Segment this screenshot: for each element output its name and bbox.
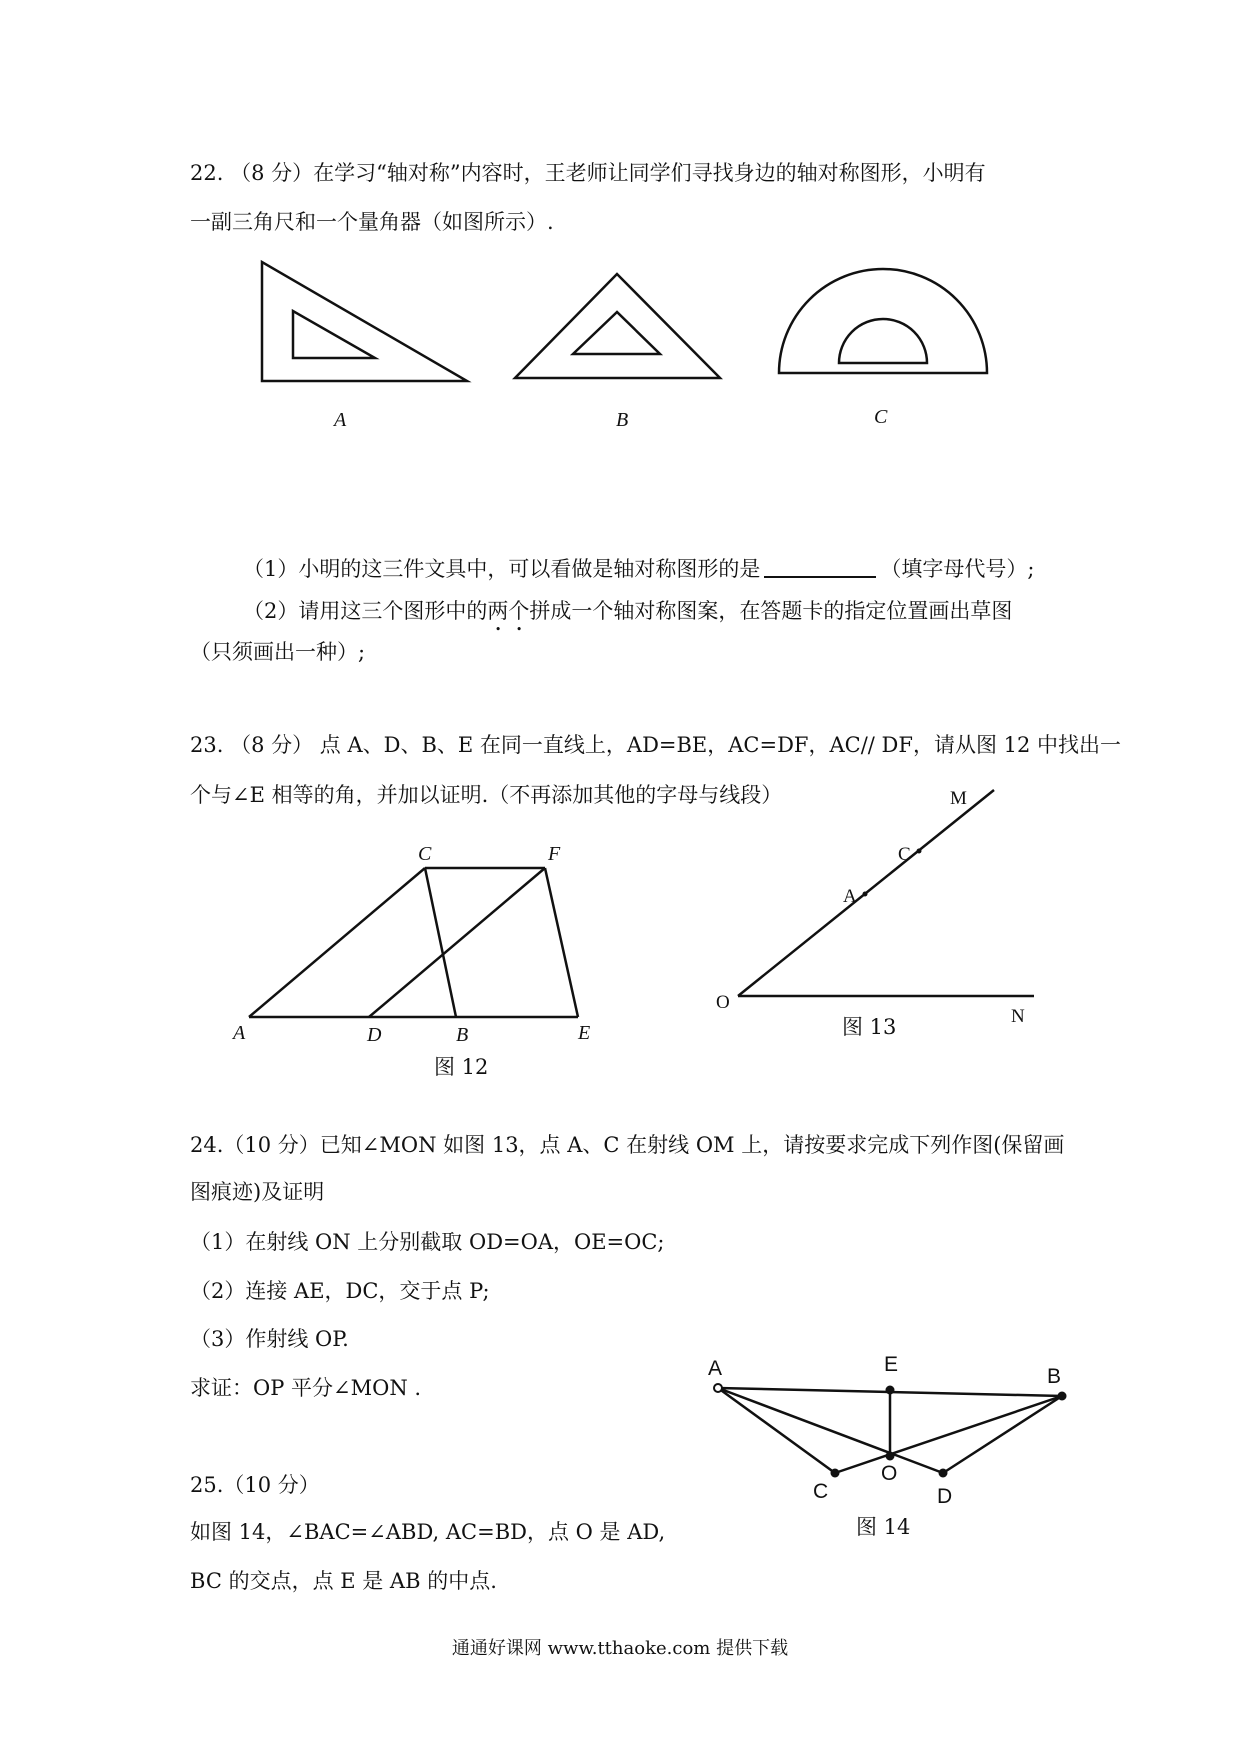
fig14-label-c: C	[813, 1480, 829, 1503]
q24-prove: 求证：OP 平分∠MON .	[190, 1376, 422, 1400]
q23-line1: 23. （8 分） 点 A、D、B、E 在同一直线上，AD=BE，AC=DF，AC// DF，请从图 12 中找出一	[190, 733, 1122, 757]
fig14-line-ad	[718, 1388, 943, 1473]
q24-line1: 24.（10 分）已知∠MON 如图 13，点 A、C 在射线 OM 上，请按要求完成下列作图(保留画	[190, 1133, 1065, 1157]
q23-line2: 个与∠E 相等的角，并加以证明.（不再添加其他的字母与线段）	[190, 783, 783, 807]
fig14-label-d: D	[937, 1485, 953, 1508]
fig12-caption: 图 12	[434, 1055, 489, 1079]
fig12-label-b: B	[456, 1024, 469, 1046]
fig14-label-a: A	[708, 1357, 723, 1380]
figure-a-label: A	[334, 409, 347, 431]
fig14-point-e	[886, 1386, 895, 1395]
q24-step3: （3）作射线 OP.	[190, 1327, 349, 1351]
fig12-label-d: D	[367, 1024, 382, 1046]
fig13-label-a: A	[843, 886, 857, 907]
fig12-label-e: E	[578, 1022, 591, 1044]
q25-line1: 25.（10 分）	[190, 1473, 320, 1497]
fig14-point-b	[1058, 1392, 1067, 1401]
q25-line3: BC 的交点，点 E 是 AB 的中点.	[190, 1569, 497, 1593]
q22-part2-line2: （只须画出一种）;	[190, 640, 366, 664]
fig14-point-d	[939, 1469, 948, 1478]
q22-part2-rest: 拼成一个轴对称图案，在答题卡的指定位置画出草图	[529, 599, 1013, 623]
fig12-label-c: C	[418, 843, 432, 865]
q24-step2: （2）连接 AE，DC，交于点 P;	[190, 1279, 490, 1303]
figure-b-label: B	[616, 409, 629, 431]
fig13-label-n: N	[1011, 1006, 1025, 1027]
q24-line2: 图痕迹)及证明	[190, 1180, 325, 1204]
fig14-point-o	[886, 1452, 895, 1461]
q22-part2-text: （2）请用这三个图形中的	[243, 599, 488, 623]
fig14-line-ac	[718, 1388, 835, 1473]
q22-line1: 22. （8 分）在学习“轴对称”内容时，王老师让同学们寻找身边的轴对称图形，小明有	[190, 161, 986, 185]
q22-part1-suffix: （填字母代号）;	[880, 557, 1035, 581]
fig14-point-c	[831, 1469, 840, 1478]
q24-step1: （1）在射线 ON 上分别截取 OD=OA，OE=OC;	[190, 1230, 665, 1254]
fig14-point-a	[714, 1384, 722, 1392]
fig14-label-b: B	[1047, 1365, 1062, 1388]
fig14-label-e: E	[884, 1353, 899, 1376]
fig14-caption: 图 14	[856, 1515, 911, 1539]
fig12-label-a: A	[233, 1022, 246, 1044]
q22-line2: 一副三角尺和一个量角器（如图所示）.	[190, 210, 554, 234]
figure-c-label: C	[874, 406, 888, 428]
fig14-label-o: O	[881, 1462, 898, 1485]
fig13-label-c: C	[898, 844, 911, 865]
page-footer: 通通好课网 www.tthaoke.com 提供下载	[451, 1638, 789, 1659]
q22-part1-text: （1）小明的这三件文具中，可以看做是轴对称图形的是	[243, 557, 761, 581]
fig13-label-m: M	[950, 788, 967, 809]
fig13-caption: 图 13	[842, 1015, 897, 1039]
fig14-line-bc	[835, 1396, 1062, 1473]
fig12-label-f: F	[548, 843, 561, 865]
fig14-line-bd	[943, 1396, 1062, 1473]
q22-part2-emphasis: 两个	[487, 599, 530, 623]
q25-line2: 如图 14，∠BAC=∠ABD, AC=BD，点 O 是 AD,	[190, 1520, 666, 1544]
fig13-label-o: O	[716, 992, 730, 1013]
